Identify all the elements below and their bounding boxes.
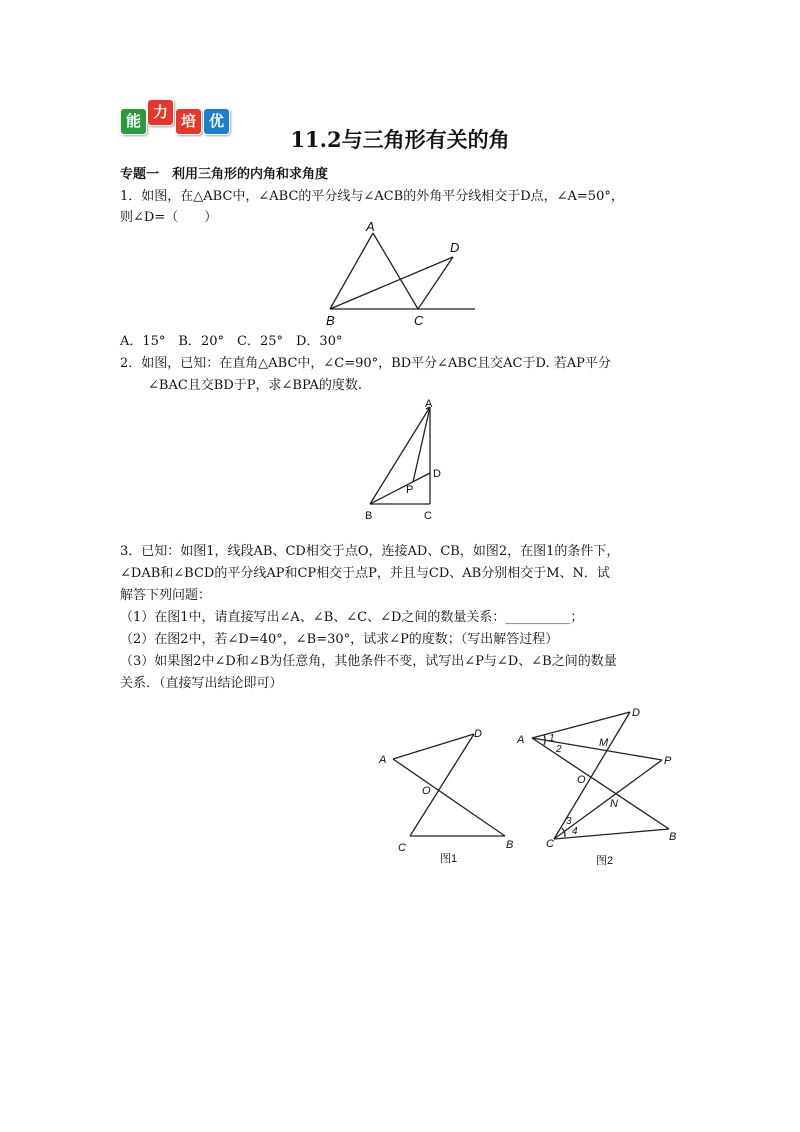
- fig2-angle-4: 4: [572, 826, 578, 837]
- fig2-seg-ab: [532, 738, 669, 829]
- section-heading: 专题一 利用三角形的内角和求角度: [120, 167, 329, 182]
- fig2-label-o: O: [577, 774, 586, 786]
- q3-sub2: （2）在图2中，若∠D=40°，∠B=30°，试求∠P的度数；（写出解答过程）: [120, 632, 559, 647]
- fig2-label-b: B: [669, 831, 677, 843]
- page-title: 11.2与三角形有关的角: [290, 127, 510, 152]
- q3-text-line3: 解答下列问题：: [120, 588, 212, 603]
- fig1-label-b: B: [506, 839, 514, 851]
- q2-label-a: A: [425, 398, 433, 410]
- q2-seg-ab: [370, 407, 430, 504]
- fig2-caption: 图2: [596, 855, 614, 867]
- q1-text-line2: 则∠D=（ ）: [120, 210, 218, 225]
- logo-char-3: 培: [175, 108, 202, 135]
- q3-text-line2: ∠DAB和∠BCD的平分线AP和CP相交于点P，并且与CD、AB分别相交于M、N．试: [120, 566, 610, 581]
- fig1-caption: 图1: [440, 853, 458, 865]
- q1-text-line1: 1．如图，在△ABC中，∠ABC的平分线与∠ACB的外角平分线相交于D点，∠A=50°，: [120, 189, 624, 204]
- q1-options: A．15° B．20° C．25° D．30°: [120, 334, 343, 349]
- logo-char-1: 能: [120, 108, 147, 135]
- fig1-label-a: A: [379, 754, 387, 766]
- fig1-seg-ad: [393, 734, 474, 759]
- fig2-angle-3: 3: [566, 816, 572, 827]
- q2-text-line2: ∠BAC且交BD于P，求∠BPA的度数.: [148, 378, 363, 393]
- q2-text-line1: 2．如图，已知：在直角△ABC中，∠C=90°，BD平分∠ABC且交AC于D. 若AP平分: [120, 356, 611, 371]
- fig1-label-c: C: [398, 842, 406, 854]
- fig1-label-o: O: [422, 785, 431, 797]
- q1-label-b: B: [326, 313, 335, 328]
- q2-label-p: P: [406, 484, 414, 496]
- q1-label-c: C: [414, 313, 424, 328]
- fig2-label-p: P: [664, 755, 672, 767]
- q2-label-d: D: [433, 468, 441, 480]
- fig2-label-n: N: [610, 798, 618, 810]
- q1-label-d: D: [450, 240, 460, 255]
- fig2-label-d: D: [632, 707, 640, 719]
- q1-seg-ac: [373, 233, 418, 309]
- q1-figure: [318, 218, 483, 330]
- fig2-angle-2: 2: [556, 744, 562, 755]
- q3-figure-2: [510, 700, 695, 870]
- q2-figure: [360, 395, 445, 525]
- fig2-angle-1: 1: [549, 733, 555, 744]
- q2-seg-ap: [413, 407, 430, 482]
- fig1-seg-cd: [410, 734, 474, 836]
- q3-sub1: （1）在图1中，请直接写出∠A、∠B、∠C、∠D之间的数量关系：__________；: [120, 610, 584, 625]
- fig2-label-m: M: [599, 737, 609, 749]
- q3-text-line1: 3．已知：如图1，线段AB、CD相交于点O，连接AD、CB，如图2，在图1的条件下，: [120, 544, 620, 559]
- fig2-label-a: A: [517, 734, 525, 746]
- fig2-seg-cp: [554, 760, 662, 839]
- fig1-label-d: D: [474, 728, 482, 740]
- logo-char-4: 优: [203, 108, 230, 135]
- q1-label-a: A: [366, 219, 375, 234]
- fig2-seg-ad: [532, 712, 630, 738]
- q1-seg-ab: [330, 233, 373, 309]
- logo-char-2: 力: [147, 99, 174, 126]
- q3-sub3-line2: 关系．（直接写出结论即可）: [120, 676, 283, 691]
- q3-figure-1: [370, 718, 530, 870]
- q2-label-c: C: [424, 510, 432, 522]
- q3-sub3-line1: （3）如果图2中∠D和∠B为任意角，其他条件不变，试写出∠P与∠D、∠B之间的数量: [120, 654, 617, 669]
- q2-label-b: B: [365, 510, 373, 522]
- fig2-label-c: C: [546, 838, 554, 850]
- fig1-seg-ab: [393, 759, 505, 836]
